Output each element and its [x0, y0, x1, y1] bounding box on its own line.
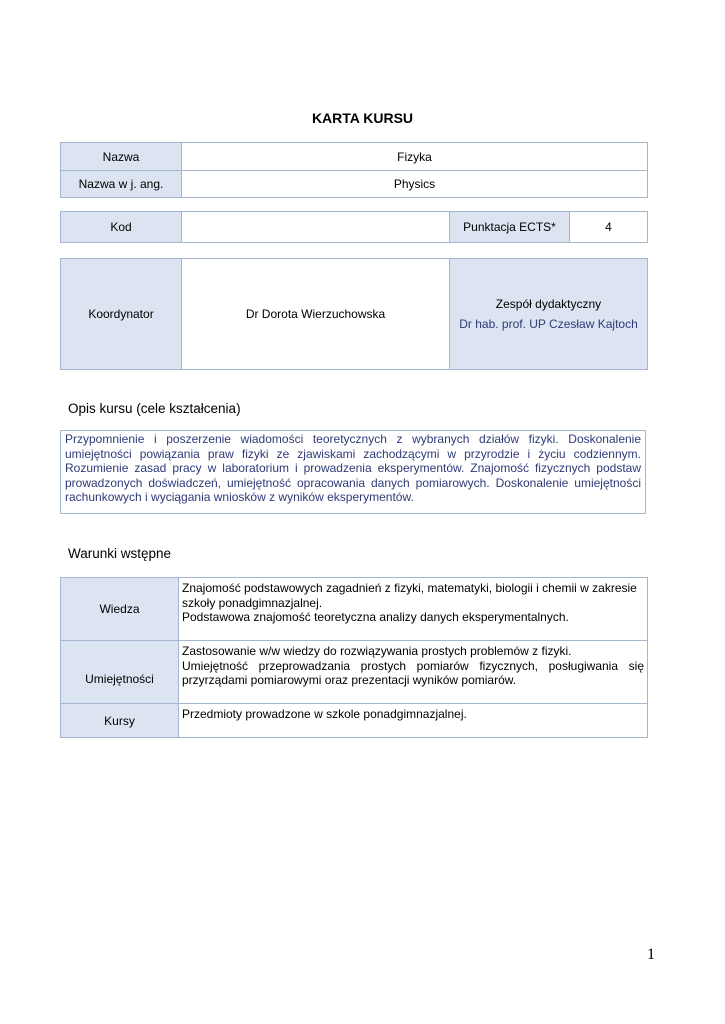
knowledge-cell [179, 578, 648, 641]
courses-value: Przedmioty prowadzone w szkole ponadgimnazjalnej. [179, 704, 648, 738]
team-label: Zespół dydaktyczny [495, 297, 602, 311]
name-label: Nazwa [61, 143, 182, 171]
skills-line-1: Zastosowanie w/w wiedzy do rozwiązywania prostych problemów z fizyki. [182, 644, 572, 658]
skills-cell [179, 641, 648, 704]
course-name-table [60, 142, 648, 198]
staff-table [60, 258, 648, 370]
page-title: KARTA KURSU [311, 110, 414, 126]
ects-value: 4 [570, 212, 648, 243]
name-en-value: Physics [182, 171, 648, 198]
code-value [182, 212, 450, 243]
team-cell [450, 259, 648, 370]
code-ects-table [60, 211, 648, 243]
coordinator-label: Koordynator [61, 259, 182, 370]
courses-label: Kursy [61, 704, 179, 738]
page-number: 1 [647, 946, 655, 963]
skills-line-2: Umiejętność przeprowadzania prostych pomiarów fizycznych, posługiwania się przyrządami pomiarowymi oraz prezentacji wyników pomiarów. [182, 658, 644, 687]
ects-label: Punktacja ECTS* [450, 212, 570, 243]
knowledge-line-2: Podstawowa znajomość teoretyczna analizy danych eksperymentalnych. [182, 610, 569, 624]
code-label: Kod [61, 212, 182, 243]
prerequisites-table [60, 577, 648, 738]
knowledge-label: Wiedza [61, 578, 179, 641]
name-en-label: Nazwa w j. ang. [61, 171, 182, 198]
knowledge-line-1: Znajomość podstawowych zagadnień z fizyki, matematyki, biologii i chemii w zakresie szkoły ponadgimnazjalnej. [182, 581, 637, 610]
coordinator-value: Dr Dorota Wierzuchowska [182, 259, 450, 370]
name-value: Fizyka [182, 143, 648, 171]
team-value: Dr hab. prof. UP Czesław Kajtoch [459, 317, 638, 331]
description-text: Przypomnienie i poszerzenie wiadomości teoretycznych z wybranych działów fizyki. Doskonalenie umiejętności powiązania praw fizyki ze zjawiskami zachodzącymi w przyrodzie i życiu codziennym. Rozumienie zasad pracy w laboratorium i prowadzenia eksperymentów. Znajomość fizycznych podstaw prowadzonych doświadczeń, umiejętność opracowania danych pomiarowych. Doskonalenie umiejętności rachunkowych i wyciągania wniosków z wyników eksperymentów. [60, 430, 646, 514]
prerequisites-heading: Warunki wstępne [68, 546, 172, 561]
skills-label: Umiejętności [61, 641, 179, 704]
description-heading: Opis kursu (cele kształcenia) [68, 401, 241, 416]
